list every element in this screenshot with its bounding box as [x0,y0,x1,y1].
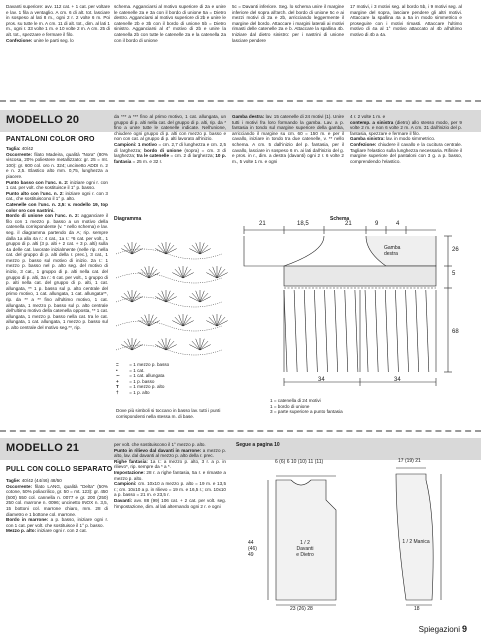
campioni-heading: tra le catenelle [136,153,170,159]
campioni-text: = cm. 2,7 di lunghezza e cm. 2,5 di larghezza; [114,141,227,153]
stitch-mark [200,293,208,302]
legend-symbol: • [116,367,118,373]
diagram-title: Diagramma [114,216,142,222]
model21-col2-heading: Righe fantasia: [114,458,148,464]
model21-col1-text: a p. basso, iniziare ogni r. con 1 cat. per volt. che sostituisce il 1° p. basso. [6,517,108,528]
legend-symbol: = [116,362,119,367]
legend-label: = 1 p. alto [128,389,150,395]
leg-chain-line [355,290,358,372]
leg-chain-line [416,290,419,372]
legend-label: = 1 mezzo p. alto [128,384,165,390]
model20-col1-heading: Bordo di unione con l'unc. n. 2: [6,213,80,219]
model21-col1-text: 40/42 (44/46) 48/50 [20,478,62,483]
model20-col2-text: da *** a *** fino al primo motivo, 1 cat. allungata, un gruppo di p. alti nella cat. del gruppo di p. alti, rip. da * fino a unire tutte le catenelle indicate. Nell'unione, chiudere ogni gruppo di p. alti con mezzo p. basso e non con cat. al gruppo di p. alti lavorato all'inizio. [114,114,226,142]
model20-col3 [232,114,344,164]
legend-label: = 1 cat. allungata [128,373,165,379]
leg-chain-line [375,290,378,372]
schema-dim-top-1: 21 [259,221,266,227]
model20-col1-heading: Punto basso con l'unc. n. 2: [6,179,69,185]
stitch-mark [217,269,225,278]
campioni-text: = 25 m. e 32 r. [131,158,163,164]
schema-dim-right-2: 26 [452,247,459,253]
leg-chain-line [294,290,297,372]
model20-col4-heading: Confezione: [350,141,377,147]
model21-col2-text: avv. 88 (99) 106 cat. + 2 cat. per volt. seg. l'impostazione, dim. al lati alternando ogni 2 r. e ogni [114,497,226,509]
model20-col2-top [114,114,226,164]
model20-col1-heading: Taglia: [6,146,21,151]
model21-col2-para [114,498,226,509]
campioni-text: (sopra) = cm. 3 di larghezza; [114,147,226,159]
top-col4-text: 17 motivi, i 3 motivi seg. al bordo 5b, i 9 motivi seg. al margine del sopra, lasciare pendere gli altri motivi. Attaccare la spallina 4a a 5a in modo simmetrico e proseguire con i motivi rimasti. Attaccare l'ultimo motivo di 4a al 1° motivo attaccato al 4b all'ultimo motivo di 4b a 4a. [350,4,462,37]
model20-col3-heading: Gamba destra: [232,114,265,119]
pull-dim-c: 6 [286,459,290,465]
schema-dim-top-2: 18,5 [297,221,309,227]
schema-legend-row: 3 = parte superiore a punto fantasia [270,409,343,415]
model21-col2-para [114,448,226,459]
sleeve-label: 1 / 2 Manica [402,539,430,545]
model21-title: PULL CON COLLO SEPARATO [6,466,113,473]
model20-col1-text: 40/42 [20,146,34,151]
leg-chain-line [304,290,307,372]
stitch-mark [217,317,225,326]
leg-chain-line [284,290,287,372]
model21-col1 [6,478,108,534]
schema-dim-bottom-2: 34 [394,377,401,383]
model21-col1-heading: Occorrente: [6,483,33,489]
model20-col4-text: lav. in modo simmetrico. [384,136,436,142]
model21-col2-para [114,481,226,498]
pull-front-label [285,540,325,558]
pull-dim-a: 6 [275,459,278,465]
legend-label: = 1 cat. [128,367,145,373]
top-text-col4 [350,4,462,38]
model20-title: PANTALONI COLOR ORO [6,136,95,143]
stitch-mark [158,293,166,302]
model21-col1-heading: Taglie: [6,478,21,483]
campioni-heading: bordo di unione [144,147,182,153]
model20-col1-heading: Occorrente: [6,151,33,157]
stitch-mark [166,341,174,350]
model20-col1-text: agganciare il filo con 1 mezzo p. basso a un motivo della catenella corrispondente (v. " nello schema) e lav. seg. il diagramma partendo da A; rip. sempre dalla 1a alla 4a r.: 4 cat., 1a r.: *6 cat. per volt., 1 gruppo di p. alti (3 p. alti + 2 cat. + 3 p. alti) sulla 4a delle cat. lavorate inizialmente (nelle rip. nella cat. del gruppo di p. alti della r. prec.), 3 cat., 1 mezzo p. basso sul motivo di inizio. 2a r.: 1 mezzo p. basso nel p. alto seg. del motivo di inizio, 3 cat., 1 gruppo di p. alti nella cat. del gruppo di p. alti, 3a r.: 6 cat. per volt., 1 gruppo di p. alti nella cat. del gruppo di p. alti, 1 cat. allungata, ** 1 p. basso sul p. alto centrale del primo motivo, 1 cat. allungata, 1 cat. allungata**, rip. da ** a ** fino all'ultimo motivo, 1 cat. allungata, 1 mezzo p. basso sul p. alto centrale dell'ultimo motivo della catenella opposta, ** 1 cat. allungata, 1 mezzo p. basso nella cat. tra le cat. allungata, 1 cat. allungata, 1 mezzo p. basso sul p. alto centrale del motivo seg.**, rip. [6,213,109,330]
stitch-mark [192,341,200,350]
model20-col1-text: iniziare ogni r. con 3 cat., che sostituiscono il 1° p. alto. [6,190,108,202]
pull-dim-d: 10 [290,459,297,465]
pullover-schema [236,450,476,620]
model20-col1-text: filato Madeira, qualità "Nora" (80% viscosa, 20% poliestere metallizzato: gr. 25 = mt. 100): gr. 600 col. oro n. 324; uncinetto ADDI n. 2 e n. 2,5. Elastico alto mm. 0,75, lunghezza a piacere. [6,151,108,179]
stitch-mark [149,317,157,326]
model21-col2-heading: Impostazione: [114,469,145,475]
pull-front-2: Davanti [296,546,314,552]
schema-gamba-label: Gamba destra [384,245,401,257]
stitch-mark [192,245,200,254]
model20-col1-para [6,202,108,213]
sleeve-bottom-dim: 18 [414,606,420,612]
schema-dim-right-3: 68 [452,329,459,335]
model20-col1-para [6,152,108,180]
segue-note: Segue a pagina 10 [236,442,280,448]
model20-col1-para [6,213,108,330]
pull-left-1: 44 [248,540,254,546]
stitch-mark [166,245,174,254]
model21-col1-heading: Bordo in marrone: [6,517,49,523]
schema-dim-top-5: 4 [396,221,400,227]
stitch-mark [192,293,200,302]
model20-col1-text: iniziare ogni r. con 1 cat. per volt. che sostituisce il 1° p. basso. [6,179,108,191]
top-text-col2 [114,4,226,43]
leg-chain-line [426,290,429,372]
model20-col3-para [232,114,344,164]
section-separator [0,100,481,102]
model20-col1-heading: Punto alto con l'unc. n. 2: [6,190,64,196]
model21-col1-para [6,528,108,534]
stitch-mark [124,293,132,302]
schema-title: Schema [330,216,350,222]
legend-symbol: T [116,384,119,390]
crochet-diagram [112,222,232,362]
leg-chain-line [385,290,388,372]
legend-label: = 1 p. basso [128,378,155,384]
schema-legend [270,398,380,415]
stitch-mark [175,317,183,326]
campioni-text: = cm. 2 di larghezza; [169,153,216,159]
stitch-mark [124,341,132,350]
stitch-mark [158,341,166,350]
leg-chain-line [365,290,368,372]
model20-col4 [350,114,462,164]
stitch-mark [209,269,217,278]
pull-dim-e: (10) [297,459,307,465]
stitch-mark [166,293,174,302]
pants-schema [236,222,476,422]
model20-col4-text: (dietro) allo stesso modo, per 9 volte 2 m. e non 6 volte 2 m. A cm. 31 dall'inizio del p. fantasia, spezzare e fermare il filo. [350,119,462,136]
model21-col2-text: cm. 10x10 a mezzo p. alto = 19 m. e 13,5 r.; cm. 10x10 a p. in rilievo = 19 m. e 16,5 r.; cm. 10x10 a p. basso = 21 m. e 23,5 r. [114,481,226,498]
legend-label: = 1 mezzo p. basso [128,362,170,367]
footer-label: Spiegazioni [418,625,460,634]
stitch-mark [200,245,208,254]
schema-dim-right-1: 5 [452,271,456,277]
model20-number: MODELLO 20 [6,114,80,126]
model21-col2-para [114,470,226,481]
schema-dim-top-3: 21 [345,221,352,227]
pull-dim-top [275,460,323,466]
top-text-col3 [232,4,344,43]
leg-chain-line [345,290,348,372]
model21-col2-heading: Campioni: [114,481,137,487]
stitch-mark [158,245,166,254]
section-separator-2 [0,430,481,432]
stitch-mark [124,245,132,254]
model20-col4-heading: Gamba sinistra: [350,136,385,142]
model21-col1-heading: Mezzo p. alto: [6,528,37,534]
pull-left-3: 49 [248,552,254,558]
pull-left-2: (46) [248,546,257,552]
stitch-mark [175,269,183,278]
model21-col1-text: filato LANG, qualità "Delta" (50% cotone, 50% poliacrilico, gr. 50 = mt. 123): gr. 450 (500) 550 col. cannella n. 0077 e gr. 200 (250) 250 col. marrone n. 0096; uncinetto INOX n. 3,5, 15 bottoni col. marrone chiaro, mm. 28 di diametro e 1 bottone col. marrone. [6,483,108,517]
schema-dim-top-4: 9 [375,221,379,227]
legend-symbol: ∼ [116,373,120,379]
model21-col2-text: 28 r. a righe fantasia, 5a r. e rimaste a mezzo p. alto. [114,469,226,481]
model21-col2 [114,442,226,509]
model21-col2-text: a mezzo p. alto, lav. dal davanti al mezzo p. alto della r. prec. [114,447,227,459]
model20-col4-heading: contemp. a sinistra [350,119,394,125]
model20-col1-heading: Catenelle con l'unc. n. 2,5: v. modello 19, top color oro con nastrini. [6,201,108,213]
model20-col4-para [350,120,462,137]
campioni-heading: 10 p. fantasia [114,153,226,164]
pull-front-3: e Dietro [296,552,314,558]
page-footer [419,624,467,634]
legend-symbol: + [116,378,119,384]
model20-col4-text: 4 r. 2 volte 1 m. e [350,114,386,119]
campioni-heading: Campioni: 1 motivo [114,141,157,147]
stitch-mark [183,269,191,278]
model21-col2-heading: Davanti: [114,497,133,503]
model21-col1-para [6,484,108,518]
model20-campioni [114,142,226,164]
diagram-note: Dove più simboli si toccano in basso lav. tutti i punti corrispondenti nella stessa m. di base. [116,408,221,419]
schema-legend-row: 1 = catenella di 24 motivi [270,398,321,403]
page-number: 9 [461,624,467,634]
sleeve-top-dim: 17 (19) 21 [398,458,421,464]
model20-col1 [6,146,108,331]
model20-col1-para [6,180,108,191]
pull-bottom-dim: 23 (26) 28 [290,606,313,612]
legend-symbol: † [116,389,119,395]
model20-col1-para [6,191,108,202]
pull-left-dims [248,540,268,558]
stitch-mark [183,317,191,326]
top-col1b-text: unire le parti seg. lo [33,37,74,43]
stitch-mark [209,317,217,326]
pull-dim-b: (6) [279,459,286,465]
model21-number: MODELLO 21 [6,442,80,454]
model21-col2-para [114,459,226,470]
leg-chain-line [406,290,409,372]
model21-col2-text: per volt. che sostituiscono il 1° mezzo p. alto. [114,442,206,447]
pull-front-1: 1 / 2 [300,540,310,546]
stitch-mark [149,269,157,278]
top-text-col1 [6,4,110,43]
model21-col2-text: 1a r.: a mezzo p. alto, 3 r. a p. in rilievo*, rip. sempre da * a *. [114,458,226,470]
chain-mark [116,273,222,283]
stitch-mark [141,269,149,278]
stitch-mark [200,341,208,350]
leg-chain-line [395,290,398,372]
top-col1-text: Davanti superiore: avv. 112 cat. + 1 cat. per voltare e lav. 1 fila a ventaglio. A cm. 6 di alt. tot. lasciare in sospeso al lati 8 m., ogni 2 r. 2 volte 6 m. Poi pros. su tutte le m. A cm. 11 di alt. tot., dim. al lati 1 m., ogni r. 33 volte 1 m. e 10 volte 2 m. A cm. 25 di alt. tot., spezzare e fermare il filo. [6,4,110,37]
leg-chain-line [335,290,338,372]
top-col1b-label: Confezione: [6,37,33,43]
schema-legend-row: 1 = bordo di unione [270,403,310,409]
model21-col1-para [6,517,108,528]
top-col2-text: schema. Agganciarsi al motivo superiore di 2a e unire le catenelle 2a e 3a con il bordo di unione 5a = Dietro destro. Agganciarsi al motivo superiore di 2b e unire le catenelle 2b e 3b con il bordo di unione 5b = Dietro sinistro. Agganciarsi al 4° motivo di 2b e unire la catenella 2b con tutte le catenelle 2a e la catenella 2a con il bordo di unione [114,4,226,43]
chain-mark [116,321,222,331]
model21-col1-text: iniziare ogni r. con 2 cat. [36,528,87,534]
pull-dim-g: (11) [314,459,324,465]
legend-row [116,390,226,396]
top-col3-text: 5c = Davanti inferiore. Seg. lo schema unire il margine inferiore del sopra all'arch. del bordo di unione 5c e ai mezzi motivi di 2a e 2b, arricciando leggermente il margine del bordo. Attaccare i margini laterali ai motivi rimasti delle catenelle 2a e b. Attaccare la spallina 4b. Iniziare dal dietro sinistro: per i nastrini di unione lasciare pendere [232,4,344,43]
schema-dim-bottom-1: 34 [318,377,325,383]
leg-chain-line [314,290,317,372]
model21-col2-heading: Punto in rilievo dal davanti in marrone: [114,447,202,453]
stitch-mark [141,317,149,326]
pull-dim-f: 11 [308,459,314,465]
leg-chain-line [325,290,328,372]
model20-col3-text: lav. 15 catenelle di 24 motivi (1). Unire tutti i motivi fra loro formando la gamba. Lav. a p. fantasia in tondo sul margine superiore della gamba, arricciando il margine su cm. 60 = 150 m. e per il cavallo, iniziare in tondo tra due catenelle, v. ** nello schema. A cm. 5 dall'inizio del p. fantasia, per il cavallo, lasciare in sospeso 6 m. ai lati dall'inizio del g. e pros. in r., dim. a destra (davanti) ogni 2 r. 6 volte 2 m., 5 volte 1 m. e ogni [232,114,344,164]
diagram-legend [116,362,226,396]
model20-col4-text: chiudere il cavallo e la cucitura centrale. Tagliare l'elastico sulla lunghezza necessaria. Rifinire il margine superiore del pantaloni con 3 g. a p. basso, comprendendo l'elastico. [350,141,462,164]
model20-col4-para [350,142,462,164]
